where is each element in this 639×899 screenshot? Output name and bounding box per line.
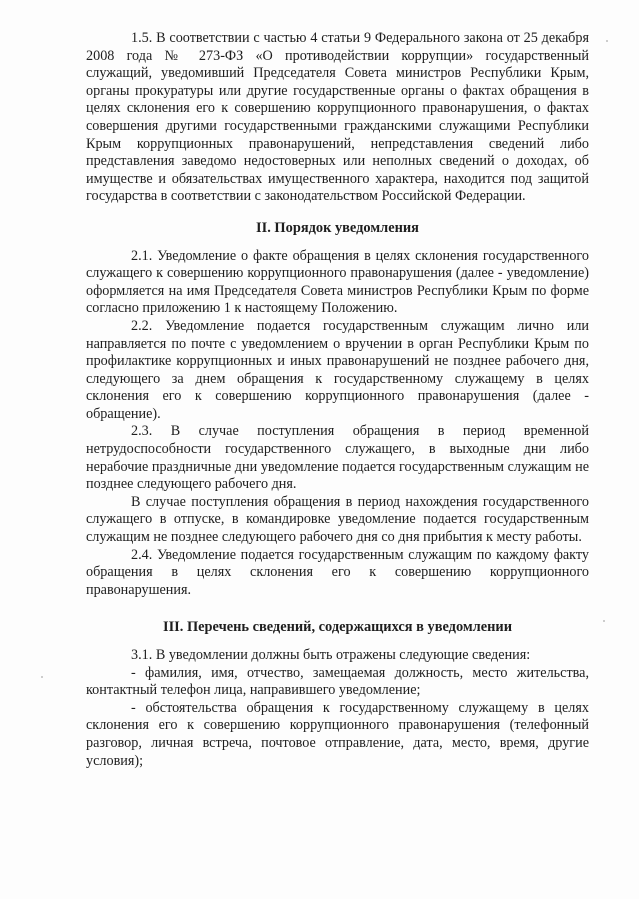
paragraph-2-4: 2.4. Уведомление подается государственным служащим по каждому факту обращения в целях склонения его к совершению коррупционного правонарушения. <box>86 546 589 598</box>
paragraph-2-2: 2.2. Уведомление подается государственным служащим лично или направляется по почте с уведомлением о вручении в орган Республики Крым по профилактике коррупционных и иных правонарушений не позднее рабочего дня, следующего за днем обращения к государственному служащему в целях склонения его к совершению коррупционного правонарушения (далее - обращение). <box>86 317 589 422</box>
paragraph-1-5: 1.5. В соответствии с частью 4 статьи 9 Федерального закона от 25 декабря 2008 года № 273-ФЗ «О противодействии коррупции» государственный служащий, уведомивший Председателя Совета министров Республики Крым, органы прокуратуры или другие государственные органы о фактах обращения в целях склонения его к совершению коррупционного правонарушения, о фактах совершения другими государственными гражданскими служащими Республики Крым коррупционных правонарушений, непредставления сведений либо представления заведомо недостоверных или неполных сведений о доходах, об имуществе и обязательствах имущественного характера, находится под защитой государства в соответствии с законодательством Российской Федерации. <box>86 30 589 205</box>
scan-speck <box>603 620 605 622</box>
scan-speck <box>606 40 608 42</box>
paragraph-2-3-continued: В случае поступления обращения в период нахождения государственного служащего в отпуске, в командировке уведомление подается государственным служащим не позднее следующего рабочего дня со дня прибытия к месту работы. <box>86 493 589 546</box>
list-item-2: - обстоятельства обращения к государственному служащему в целях склонения его к совершению коррупционного правонарушения (телефонный разговор, личная встреча, почтовое отправление, дата, место, время, другие условия); <box>86 699 589 769</box>
paragraph-3-1: 3.1. В уведомлении должны быть отражены следующие сведения: <box>131 647 531 663</box>
paragraph-2-1: 2.1. Уведомление о факте обращения в целях склонения государственного служащего к совершению коррупционного правонарушения (далее - уведомление) оформляется на имя Председателя Совета министров Республики Крым по форме согласно приложению 1 к настоящему Положению. <box>86 247 589 317</box>
list-item-1: - фамилия, имя, отчество, замещаемая должность, место жительства, контактный телефон лица, направившего уведомление; <box>86 664 589 699</box>
document-body <box>86 30 589 770</box>
paragraph-2-3: 2.3. В случае поступления обращения в период временной нетрудоспособности государственного служащего, в выходные дни либо нерабочие праздничные дни уведомление подается государственным служащим не позднее следующего рабочего дня. <box>86 423 589 493</box>
scan-speck <box>41 676 43 678</box>
section-heading-2: II. Порядок уведомления <box>256 219 419 236</box>
section-heading-3: III. Перечень сведений, содержащихся в уведомлении <box>162 619 513 636</box>
